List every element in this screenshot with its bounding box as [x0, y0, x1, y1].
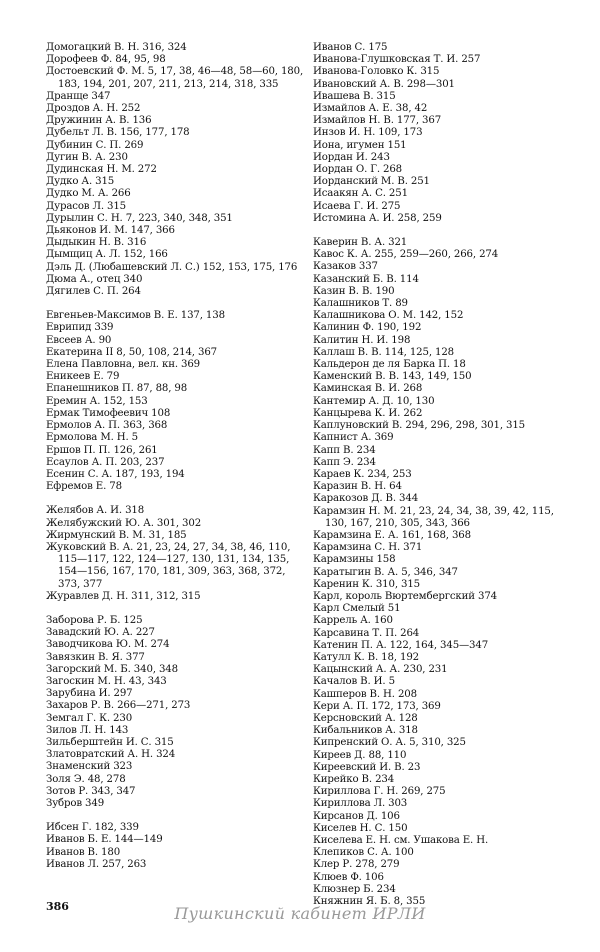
index-entry: Золя Э. 48, 278	[46, 773, 126, 785]
index-entry: Дэль Д. (Любашевский Л. С.) 152, 153, 175, 176	[46, 261, 298, 273]
index-entry: Еремин А. 152, 153	[46, 395, 148, 407]
index-entry: Киреевский И. В. 23	[313, 761, 421, 773]
index-entry: Карамзин Н. М. 21, 23, 24, 34, 38, 39, 42, 115, 130, 167, 210, 305, 343, 366	[313, 505, 554, 529]
index-entry: Евгеньев-Максимов В. Е. 137, 138	[46, 310, 225, 322]
index-entry: Карамзина С. Н. 371	[313, 542, 423, 554]
index-entry: Ивашева В. 315	[313, 90, 396, 102]
index-entry: Качалов В. И. 5	[313, 676, 395, 688]
index-entry: Зилов Л. Н. 143	[46, 724, 129, 736]
watermark: Пушкинский кабинет ИРЛИ	[174, 904, 426, 923]
index-entry: Иорданский М. В. 251	[313, 176, 430, 188]
index-entry: Заборова Р. Б. 125	[46, 614, 143, 626]
index-entry: Ивановский А. В. 298—301	[313, 78, 455, 90]
index-entry: Казаков 337	[313, 261, 378, 273]
index-entry: Жуковский В. А. 21, 23, 24, 27, 34, 38, 46, 110, 115—117, 122, 124—127, 130, 131, 134, 135, 154—156, 167, 170, 181, 309, 363, 368, 372, 373, 377	[46, 541, 291, 590]
index-entry: Капп В. 234	[313, 444, 376, 456]
index-entry: Екатерина II 8, 50, 108, 214, 367	[46, 346, 217, 358]
index-entry: Кирсанов Д. 106	[313, 810, 400, 822]
letter-section-gap	[46, 810, 308, 822]
index-entry: Керсновский А. 128	[313, 712, 418, 724]
index-entry: Кириллова Г. Н. 269, 275	[313, 786, 446, 798]
index-entry: Зубров 349	[46, 797, 105, 809]
index-entry: Дьяконов И. М. 147, 366	[46, 225, 175, 237]
index-entry: Иванова-Головко К. 315	[313, 66, 440, 78]
index-entry: Каллаш В. В. 114, 125, 128	[313, 346, 454, 358]
index-entry: Дроздов А. Н. 252	[46, 103, 141, 115]
index-entry: Канцырева К. И. 262	[313, 407, 423, 419]
index-entry: Есаулов А. П. 203, 237	[46, 456, 165, 468]
index-entry: Епанешников П. 87, 88, 98	[46, 383, 188, 395]
index-entry: Иванов Б. Е. 144—149	[46, 834, 163, 846]
index-entry: Иордан И. 243	[313, 151, 390, 163]
index-entry: Киселев Н. С. 150	[313, 822, 408, 834]
index-entry: Кашперов В. Н. 208	[313, 688, 417, 700]
index-entry: Ибсен Г. 182, 339	[46, 822, 139, 834]
index-entry: Иванов С. 175	[313, 42, 388, 53]
index-entry: Дудко М. А. 266	[46, 188, 131, 200]
index-entry: Ершов П. П. 126, 261	[46, 444, 158, 456]
index-entry: Желябужский Ю. А. 301, 302	[46, 517, 202, 529]
index-entry: Журавлев Д. Н. 311, 312, 315	[46, 590, 201, 602]
index-entry: Калитин Н. И. 198	[313, 334, 411, 346]
index-entry: Кавос К. А. 255, 259—260, 266, 274	[313, 249, 499, 261]
index-entry: Иона, игумен 151	[313, 139, 407, 151]
index-entry: Катенин П. А. 122, 164, 345—347	[313, 639, 489, 651]
index-entry: Ефремов Е. 78	[46, 481, 122, 493]
index-entry: Киселева Е. Н. см. Ушакова Е. Н.	[313, 835, 489, 846]
index-entry: Иванова-Глушковская Т. И. 257	[313, 54, 481, 66]
index-entry: Еврипид 339	[46, 322, 114, 334]
index-entry: Калашникова О. М. 142, 152	[313, 310, 464, 322]
index-column-left	[46, 42, 308, 871]
index-entry: Калашников Т. 89	[313, 298, 408, 310]
index-entry: Дорофеев Ф. 84, 95, 98	[46, 54, 166, 66]
index-entry: Карамзины 158	[313, 554, 396, 566]
index-entry: Кальдерон де ля Барка П. 18	[313, 359, 466, 371]
index-entry: Златовратский А. Н. 324	[46, 749, 176, 761]
index-entry: Исаева Г. И. 275	[313, 200, 401, 212]
index-entry: Каррель А. 160	[313, 615, 393, 627]
index-entry: Евсеев А. 90	[46, 334, 112, 346]
index-entry: Кантемир А. Д. 10, 130	[313, 395, 435, 407]
index-entry: Измайлов Н. В. 177, 367	[313, 115, 442, 127]
index-entry: Дружинин А. В. 136	[46, 115, 152, 127]
index-entry: Измайлов А. Е. 38, 42	[313, 103, 428, 115]
index-entry: Клюзнер Б. 234	[313, 883, 396, 895]
index-entry: Караев К. 234, 253	[313, 468, 412, 480]
index-entry: Капп Э. 234	[313, 456, 376, 468]
index-entry: Завязкин В. Я. 377	[46, 651, 145, 663]
index-entry: Домогацкий В. Н. 316, 324	[46, 42, 187, 53]
index-entry: Дубельт Л. В. 156, 177, 178	[46, 127, 190, 139]
index-entry: Знаменский 323	[46, 761, 133, 773]
index-entry: Зотов Р. 343, 347	[46, 785, 136, 797]
index-entry: Княжнин Я. Б. 8, 355	[313, 896, 426, 908]
index-entry: Каминская В. И. 268	[313, 383, 423, 395]
index-entry: Загоскин М. Н. 43, 343	[46, 675, 167, 687]
index-entry: Иордан О. Г. 268	[313, 164, 403, 176]
index-entry: Клер Р. 278, 279	[313, 859, 400, 871]
index-entry: Иванов Л. 257, 263	[46, 858, 147, 870]
index-entry: Дубинин С. П. 269	[46, 139, 144, 151]
index-entry: Каменский В. В. 143, 149, 150	[313, 371, 472, 383]
index-entry: Земгал Г. К. 230	[46, 712, 133, 724]
letter-section-gap	[46, 493, 308, 505]
index-entry: Ермолов А. П. 363, 368	[46, 420, 168, 432]
index-entry: Дугин В. А. 230	[46, 151, 128, 163]
index-entry: Ермолова М. Н. 5	[46, 432, 139, 444]
index-entry: Есенин С. А. 187, 193, 194	[46, 468, 185, 480]
index-entry: Дудко А. 315	[46, 176, 115, 188]
index-entry: Инзов И. Н. 109, 173	[313, 127, 423, 139]
index-entry: Каренин К. 310, 315	[313, 578, 420, 590]
index-entry: Иванов В. 180	[46, 846, 121, 858]
index-entry: Заводчикова Ю. М. 274	[46, 639, 170, 651]
index-entry: Каплуновский В. 294, 296, 298, 301, 315	[313, 420, 526, 432]
index-entry: Дягилев С. П. 264	[46, 286, 141, 298]
page-number: 386	[46, 900, 69, 913]
index-entry: Казин В. В. 190	[313, 285, 395, 297]
index-entry: Елена Павловна, вел. кн. 369	[46, 359, 201, 371]
index-entry: Дюма А., отец 340	[46, 273, 143, 285]
index-entry: Капнист А. 369	[313, 432, 394, 444]
index-entry: Дыдыкин Н. В. 316	[46, 237, 147, 249]
index-entry: Карамзина Е. А. 161, 168, 368	[313, 529, 471, 541]
index-entry: Истомина А. И. 258, 259	[313, 212, 442, 224]
index-entry: Кибальников А. 318	[313, 725, 418, 737]
index-entry: Дурасов Л. 315	[46, 200, 127, 212]
letter-section-gap	[46, 298, 308, 310]
index-entry: Кипренский О. А. 5, 310, 325	[313, 737, 466, 749]
index-entry: Дымщиц А. Л. 152, 166	[46, 249, 168, 261]
index-entry: Зарубина И. 297	[46, 688, 133, 700]
index-entry: Клюев Ф. 106	[313, 871, 384, 883]
index-column-right	[313, 42, 563, 908]
index-entry: Каразин В. Н. 64	[313, 481, 402, 493]
index-entry: Кирейко В. 234	[313, 773, 395, 785]
index-entry: Желябов А. И. 318	[46, 505, 145, 517]
index-entry: Каракозов Д. В. 344	[313, 493, 419, 505]
index-entry: Казанский Б. В. 114	[313, 273, 419, 285]
index-entry: Завадский Ю. А. 227	[46, 627, 155, 639]
index-entry: Карсавина Т. П. 264	[313, 627, 420, 639]
index-entry: Кириллова Л. 303	[313, 798, 408, 810]
letter-section-gap	[46, 603, 308, 615]
index-entry: Ермак Тимофеевич 108	[46, 407, 171, 419]
index-entry: Захаров Р. В. 266—271, 273	[46, 700, 191, 712]
index-entry: Кери А. П. 172, 173, 369	[313, 700, 441, 712]
index-entry: Каверин В. А. 321	[313, 237, 408, 249]
index-entry: Киреев Д. 88, 110	[313, 749, 407, 761]
index-entry: Зильберштейн И. С. 315	[46, 736, 174, 748]
index-entry: Карл Смелый 51	[313, 603, 401, 615]
index-entry: Каратыгин В. А. 5, 346, 347	[313, 566, 458, 578]
index-entry: Исаакян А. С. 251	[313, 188, 408, 200]
index-entry: Дранще 347	[46, 90, 111, 102]
index-entry: Жирмунский В. М. 31, 185	[46, 529, 187, 541]
index-entry: Катулл К. В. 18, 192	[313, 651, 419, 663]
index-entry: Еникеев Е. 79	[46, 371, 120, 383]
index-entry: Кацынский А. А. 230, 231	[313, 664, 448, 676]
index-entry: Дурылин С. Н. 7, 223, 340, 348, 351	[46, 212, 233, 224]
index-entry: Карл, король Вюртембергский 374	[313, 590, 498, 602]
index-entry: Калинин Ф. 190, 192	[313, 322, 422, 334]
index-entry: Клепиков С. А. 100	[313, 847, 414, 859]
index-entry: Достоевский Ф. М. 5, 17, 38, 46—48, 58—60, 180, 183, 194, 201, 207, 211, 213, 214, 318, 335	[46, 66, 304, 90]
index-entry: Загорский М. Б. 340, 348	[46, 663, 178, 675]
letter-section-gap	[313, 225, 563, 237]
index-entry: Дудинская Н. М. 272	[46, 164, 157, 176]
